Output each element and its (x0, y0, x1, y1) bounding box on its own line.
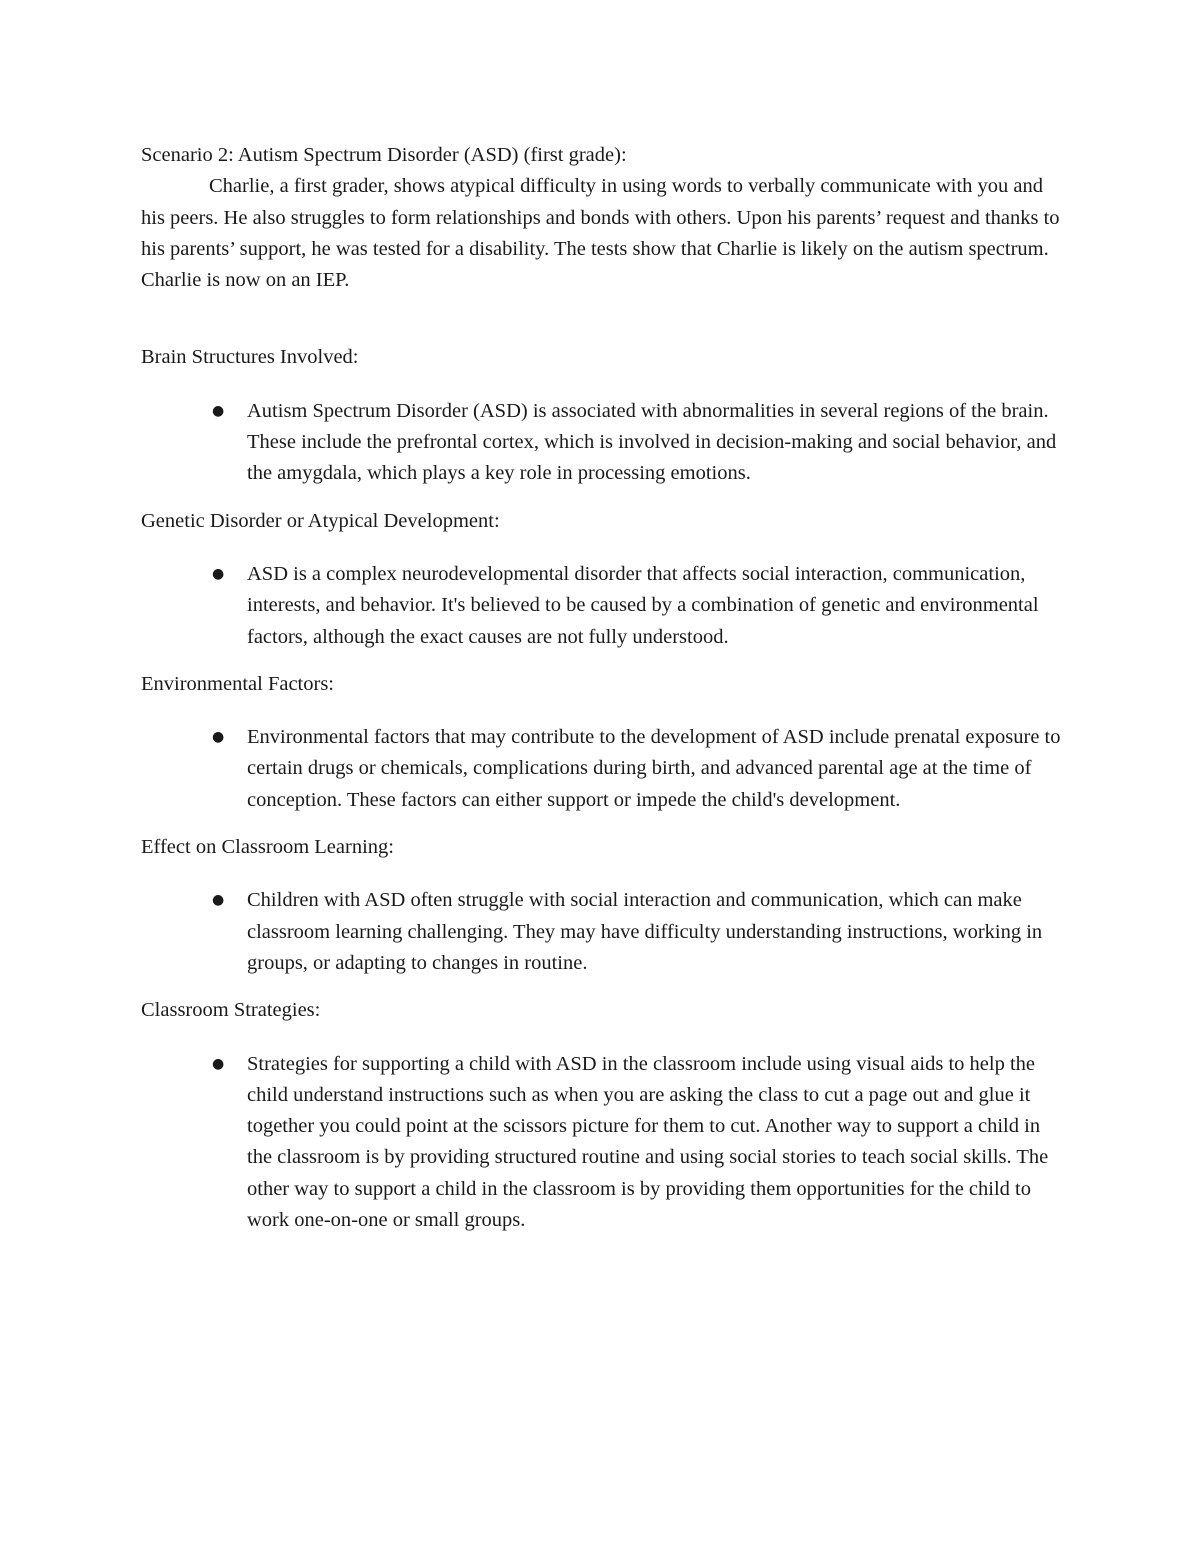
section-label-brain-structures: Brain Structures Involved: (141, 346, 359, 369)
list-item (141, 559, 1061, 653)
bullet-text: Environmental factors that may contribute to the development of ASD include prenatal exposure to certain drugs or chemicals, complications during birth, and advanced parental age at the time of conception. These factors can either support or impede the child's development. (247, 726, 1061, 811)
bullet-text: Children with ASD often struggle with social interaction and communication, which can make classroom learning challenging. They may have difficulty understanding instructions, working in groups, or adapting to changes in routine. (247, 889, 1043, 974)
list-item (141, 1049, 1061, 1237)
section-label-environmental-factors: Environmental Factors: (141, 672, 334, 695)
bullet-text: Strategies for supporting a child with ASD in the classroom include using visual aids to help the child understand instructions such as when you are asking the class to cut a page out and glue it together you could point at the scissors picture for them to cut. Another way to support a child in the classroom is by providing structured routine and using social stories to teach social skills. The other way to support a child in the classroom is by providing them opportunities for the child to work one-on-one or small groups. (247, 1052, 1049, 1232)
bullet-list-classroom-strategies (141, 1049, 1061, 1237)
bullet-icon: ● (212, 402, 225, 419)
bullet-list-classroom-learning (141, 885, 1061, 979)
section-label-classroom-strategies: Classroom Strategies: (141, 999, 321, 1022)
list-item (141, 722, 1061, 816)
bullet-list-brain-structures (141, 396, 1061, 490)
scenario-intro: Charlie, a first grader, shows atypical difficulty in using words to verbally communicate with you and his peers. He also struggles to form relationships and bonds with others. Upon his parents’ request and thanks to his parents’ support, he was tested for a disability. The tests show that Charlie is likely on the autism spectrum. Charlie is now on an IEP. (141, 175, 1060, 292)
scenario-title: Scenario 2: Autism Spectrum Disorder (ASD) (first grade): (141, 144, 627, 166)
section-label-genetic-disorder: Genetic Disorder or Atypical Development: (141, 509, 500, 532)
section-label-classroom-learning: Effect on Classroom Learning: (141, 836, 394, 859)
bullet-icon: ● (212, 1055, 225, 1072)
bullet-text: ASD is a complex neurodevelopmental disorder that affects social interaction, communication, interests, and behavior. It's believed to be caused by a combination of genetic and environmental factors, although the exact causes are not fully understood. (247, 562, 1039, 648)
bullet-icon: ● (212, 729, 225, 746)
bullet-icon: ● (212, 892, 225, 909)
bullet-icon: ● (212, 565, 225, 582)
bullet-text: Autism Spectrum Disorder (ASD) is associated with abnormalities in several regions of the brain. These include the prefrontal cortex, which is involved in decision-making and social behavior, and the amygdala, which plays a key role in processing emotions. (247, 399, 1057, 485)
document-page (141, 140, 1061, 1236)
bullet-list-genetic-disorder (141, 559, 1061, 653)
list-item (141, 396, 1061, 490)
bullet-list-environmental-factors (141, 722, 1061, 816)
list-item (141, 885, 1061, 979)
